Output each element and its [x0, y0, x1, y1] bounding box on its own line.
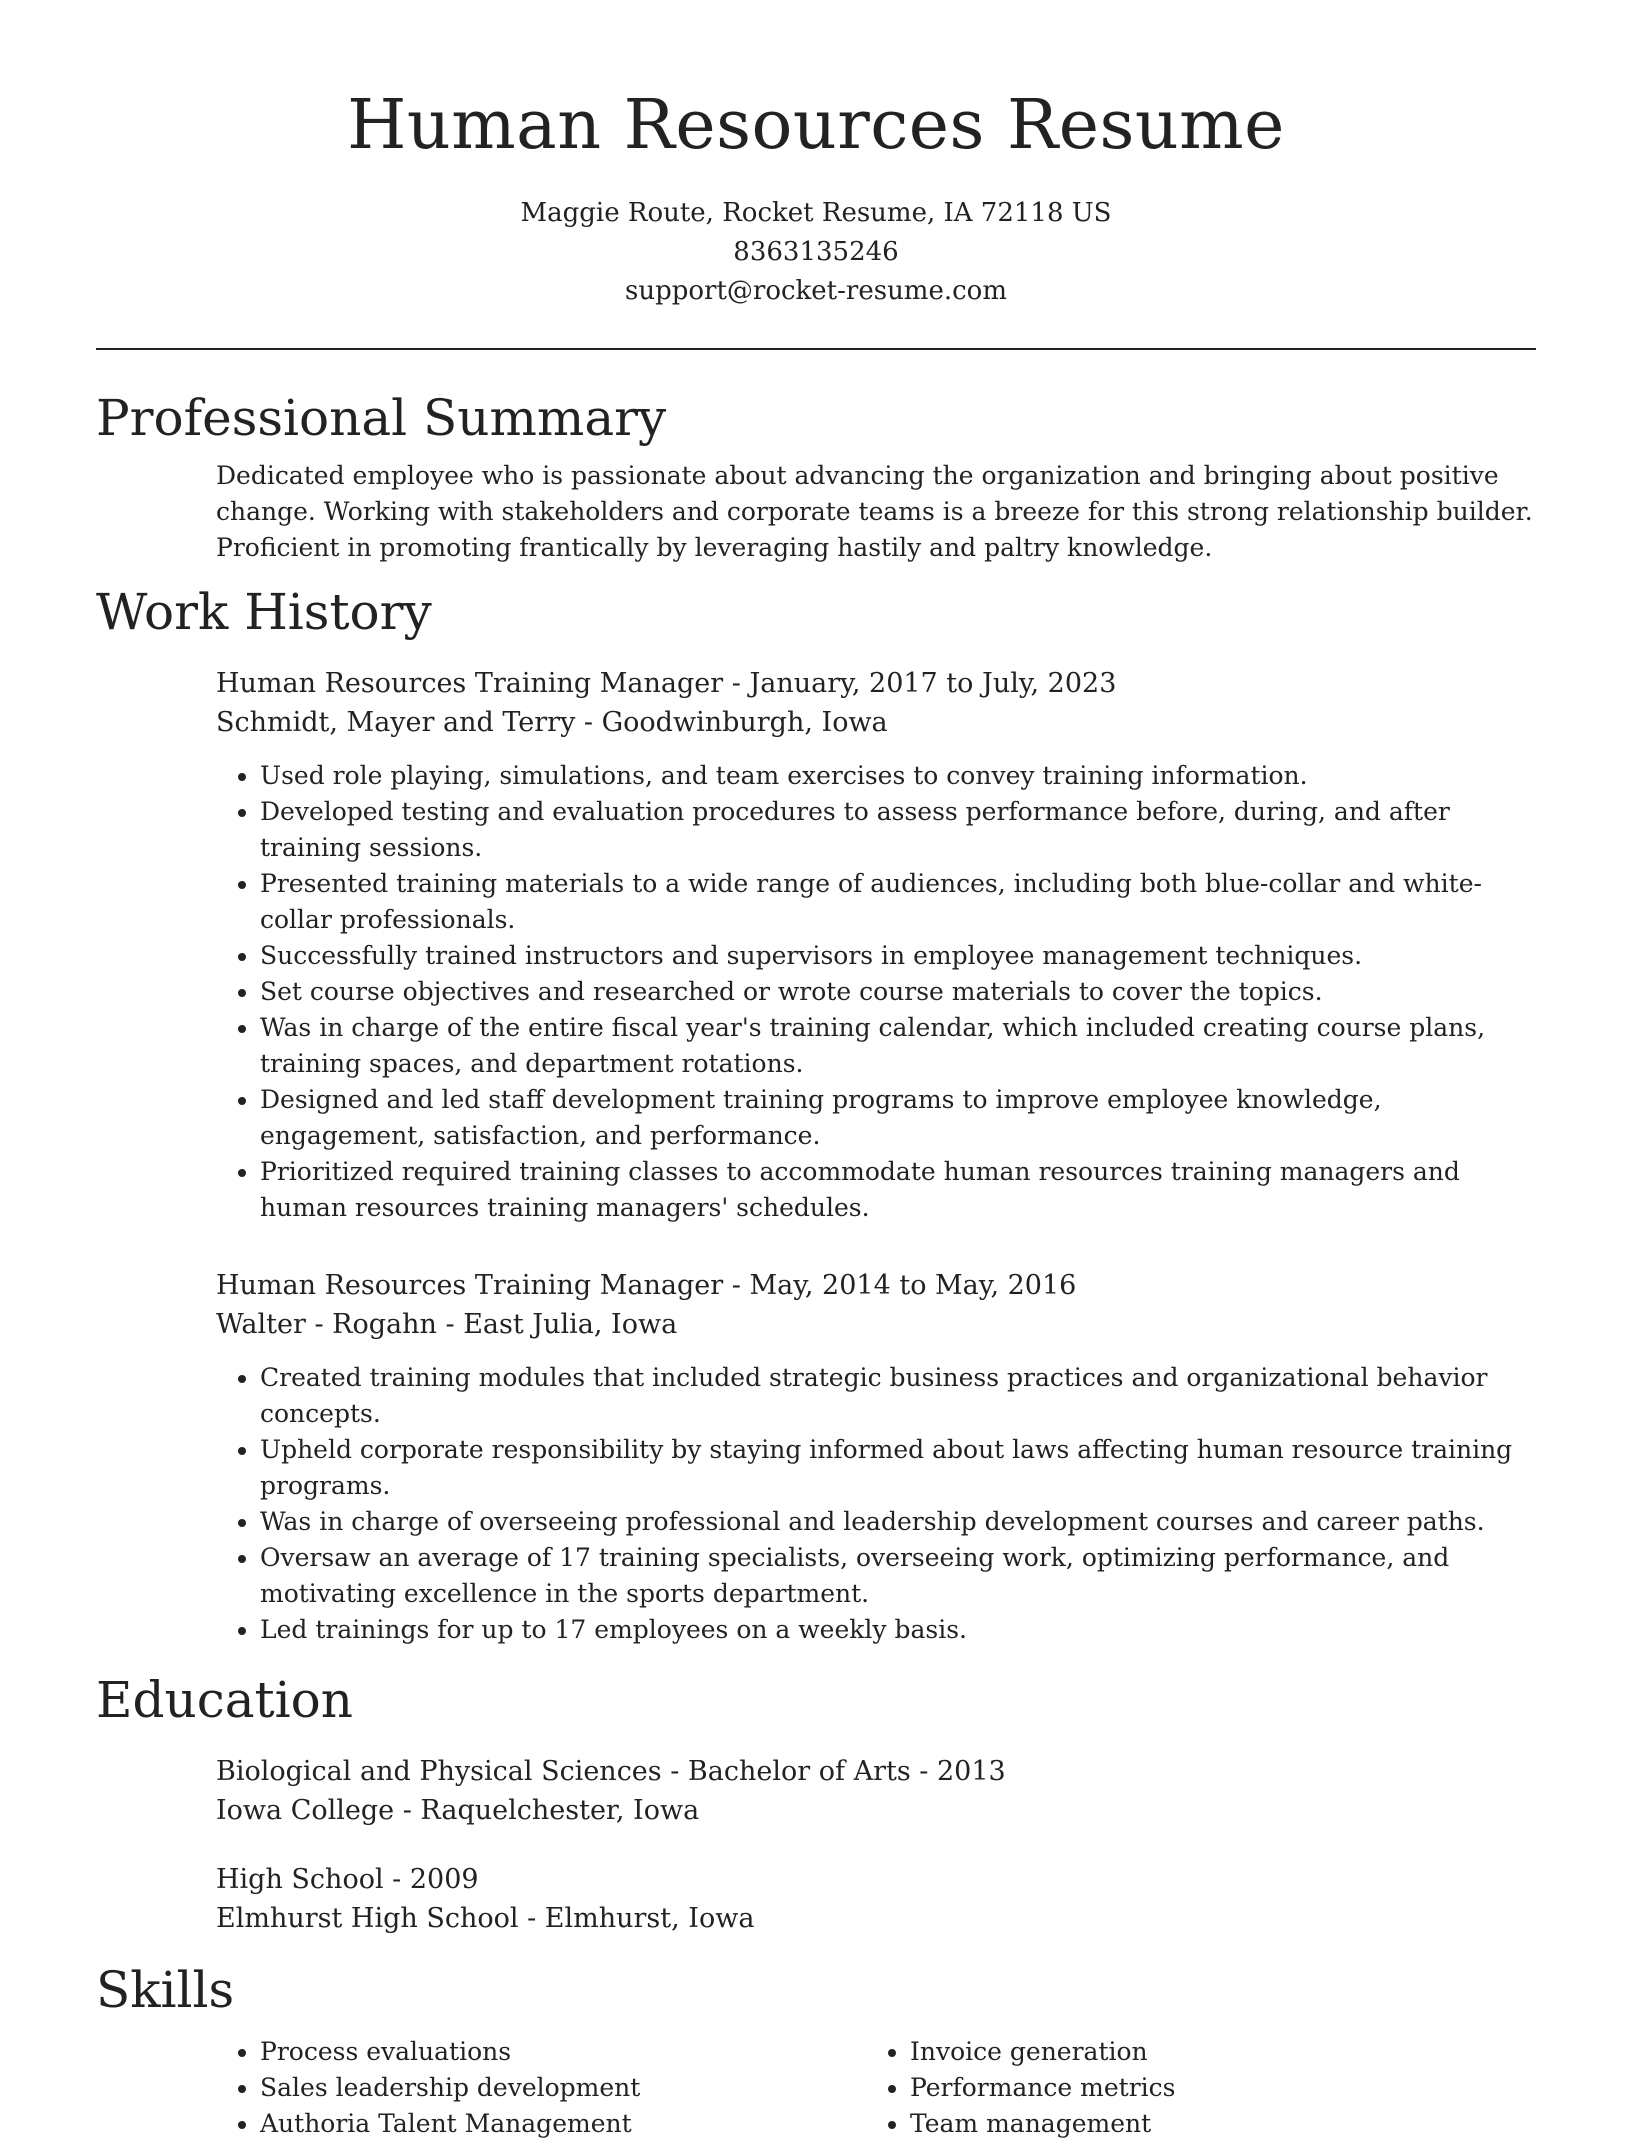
job-bullet: • Developed testing and evaluation procedures to assess performance before, during, and after training sessions.: [260, 794, 1536, 866]
job-company-line: Schmidt, Mayer and Terry - Goodwinburgh, Iowa: [216, 707, 888, 738]
header-divider: [96, 348, 1536, 350]
job-bullet: • Was in charge of overseeing professional and leadership development courses and career paths.: [260, 1504, 1536, 1540]
job-company-line: Walter - Rogahn - East Julia, Iowa: [216, 1309, 678, 1340]
job-bullets: [216, 758, 1536, 1226]
summary-section: [96, 386, 1536, 566]
skill-item: • Sales leadership development: [260, 2070, 866, 2106]
job-entry: [216, 664, 1536, 1226]
skills-heading: Skills: [96, 1961, 235, 2019]
job-bullet: • Oversaw an average of 17 training specialists, overseeing work, optimizing performance, and motivating excellence in the sports department.: [260, 1540, 1536, 1612]
work-history-section: [96, 580, 1536, 1648]
education-degree-line: High School - 2009: [216, 1864, 479, 1895]
contact-address: Maggie Route, Rocket Resume, IA 72118 US: [520, 198, 1112, 228]
job-bullet: • Prioritized required training classes to accommodate human resources training managers and human resources training managers' schedules.: [260, 1154, 1536, 1226]
job-entry: [216, 1266, 1536, 1648]
job-bullet: • Used role playing, simulations, and team exercises to convey training information.: [260, 758, 1536, 794]
job-bullet: • Upheld corporate responsibility by staying informed about laws affecting human resource training programs.: [260, 1432, 1536, 1504]
job-bullets: [216, 1360, 1536, 1648]
skill-item: • Team management: [910, 2106, 1516, 2142]
education-entry: [216, 1752, 1536, 1830]
skills-column-right: [866, 2034, 1516, 2142]
job-title-line: Human Resources Training Manager - May, 2014 to May, 2016: [216, 1270, 1077, 1301]
skill-item: • Authoria Talent Management: [260, 2106, 866, 2142]
job-bullet: • Presented training materials to a wide range of audiences, including both blue-collar and white-collar professionals.: [260, 866, 1536, 938]
resume-page: [96, 0, 1536, 2142]
job-bullet: • Created training modules that included strategic business practices and organizational behavior concepts.: [260, 1360, 1536, 1432]
skill-item: • Process evaluations: [260, 2034, 866, 2070]
contact-email: support@rocket-resume.com: [624, 276, 1007, 306]
resume-title: Human Resources Resume: [347, 86, 1285, 165]
education-school-line: Elmhurst High School - Elmhurst, Iowa: [216, 1903, 755, 1934]
skills-section: [96, 1958, 1536, 2142]
job-bullet: • Set course objectives and researched or wrote course materials to cover the topics.: [260, 974, 1536, 1010]
job-bullet: • Designed and led staff development training programs to improve employee knowledge, engagement, satisfaction, and performance.: [260, 1082, 1536, 1154]
skill-item: • Performance metrics: [910, 2070, 1516, 2106]
job-bullet: • Successfully trained instructors and supervisors in employee management techniques.: [260, 938, 1536, 974]
education-heading: Education: [96, 1671, 353, 1729]
contact-phone: 8363135246: [733, 237, 899, 267]
job-title-line: Human Resources Training Manager - January, 2017 to July, 2023: [216, 668, 1117, 699]
job-bullet: • Was in charge of the entire fiscal year's training calendar, which included creating course plans, training spaces, and department rotations.: [260, 1010, 1536, 1082]
summary-heading: Professional Summary: [96, 389, 667, 447]
skill-item: • Invoice generation: [910, 2034, 1516, 2070]
summary-text: Dedicated employee who is passionate about advancing the organization and bringing about positive change. Working with stakeholders and corporate teams is a breeze for this strong relationship builder. Proficient in promoting frantically by leveraging hastily and paltry knowledge.: [216, 461, 1533, 562]
job-bullet: • Led trainings for up to 17 employees on a weekly basis.: [260, 1612, 1536, 1648]
resume-header: [96, 0, 1536, 311]
work-history-heading: Work History: [96, 583, 432, 641]
education-degree-line: Biological and Physical Sciences - Bachelor of Arts - 2013: [216, 1756, 1006, 1787]
skills-columns: [216, 2034, 1536, 2142]
education-entry: [216, 1860, 1536, 1938]
education-section: [96, 1668, 1536, 1938]
education-school-line: Iowa College - Raquelchester, Iowa: [216, 1795, 700, 1826]
skills-column-left: [216, 2034, 866, 2142]
contact-block: [96, 194, 1536, 311]
